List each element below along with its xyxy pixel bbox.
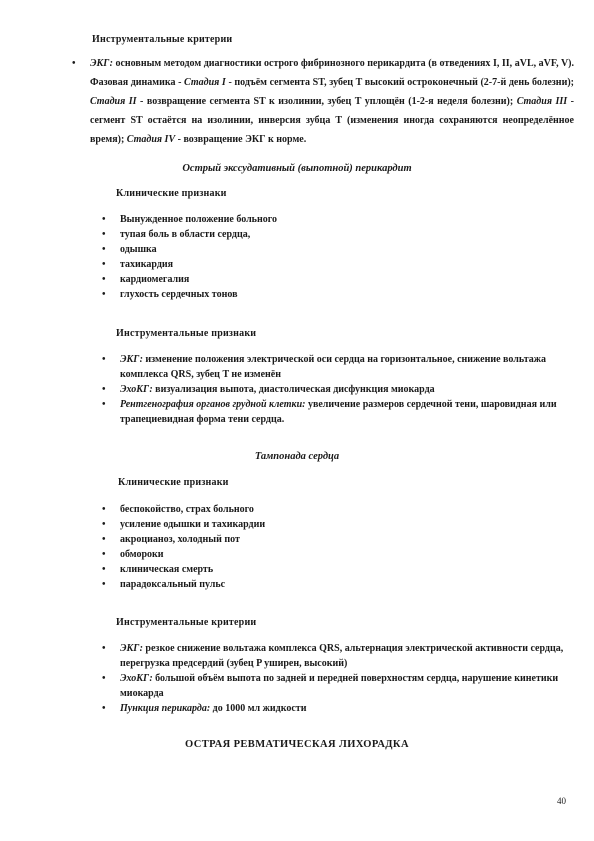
bullet-icon: • xyxy=(72,58,76,69)
stage-2-label: Стадия II xyxy=(90,96,137,107)
exudative-pericarditis-title: Острый экссудативный (выпотной) перикардит xyxy=(182,163,412,174)
bullet-icon: • xyxy=(102,214,106,225)
list-item: • акроцианоз, холодный пот xyxy=(102,534,240,545)
exudative-clinical-list xyxy=(102,212,562,302)
bullet-icon: • xyxy=(102,519,106,530)
list-item: • Рентгенография органов грудной клетки: увеличение размеров сердечной тени, шаровидная или трапециевидная форма тени сердца. xyxy=(102,399,557,425)
bullet-icon: • xyxy=(102,259,106,270)
list-item: • одышка xyxy=(102,244,157,255)
ecg-paragraph xyxy=(72,54,574,149)
ecg-text-4: - сегмент ST остаётся на изолинии, инверсия зубца T (изменения иногда сохраняются неопределённое время); xyxy=(90,96,574,145)
bullet-icon: • xyxy=(102,504,106,515)
bullet-icon: • xyxy=(102,673,106,684)
exudative-instrumental-heading: Инструментальные признаки xyxy=(116,328,257,339)
list-item: • кардиомегалия xyxy=(102,274,190,285)
ecg-text-5: - возвращение ЭКГ к норме. xyxy=(175,134,307,145)
bullet-icon: • xyxy=(102,549,106,560)
section-title: ОСТРАЯ РЕВМАТИЧЕСКАЯ ЛИХОРАДКА xyxy=(185,739,409,750)
page-number: 40 xyxy=(557,796,566,806)
list-item: • тахикардия xyxy=(102,259,174,270)
bullet-icon: • xyxy=(102,354,106,365)
list-item: • клиническая смерть xyxy=(102,564,214,575)
bullet-icon: • xyxy=(102,703,106,714)
stage-3-label: Стадия III xyxy=(516,96,568,107)
list-item: • ЭхоКГ: большой объём выпота по задней и передней поверхностям сердца, нарушение кинетики миокарда xyxy=(102,673,559,699)
list-item: • Пункция перикарда: до 1000 мл жидкости xyxy=(102,703,307,714)
list-item: • ЭКГ: резкое снижение вольтажа комплекса QRS, альтернация электрической активности сердца, перегрузка предсердий (зубец P уширен, высокий) xyxy=(102,643,564,669)
instrumental-criteria-heading: Инструментальные критерии xyxy=(92,34,233,45)
stage-4-label: Стадия IV xyxy=(126,134,176,145)
bullet-icon: • xyxy=(102,244,106,255)
bullet-icon: • xyxy=(102,384,106,395)
tamponade-title: Тампонада сердца xyxy=(254,451,340,462)
list-item: • беспокойство, страх больного xyxy=(102,504,254,515)
exudative-instrumental-list xyxy=(102,352,562,427)
bullet-icon: • xyxy=(102,534,106,545)
bullet-icon: • xyxy=(102,579,106,590)
list-item: • парадоксальный пульс xyxy=(102,579,226,590)
ecg-text-2: - подъём сегмента ST, зубец T высокий остроконечный (2-7-й день болезни); xyxy=(225,77,574,88)
ecg-label: ЭКГ: xyxy=(90,58,113,69)
tamponade-instrumental-list xyxy=(102,641,572,716)
list-item: • Вынужденное положение больного xyxy=(102,214,278,225)
bullet-icon: • xyxy=(102,643,106,654)
stage-1-label: Стадия I xyxy=(184,77,226,88)
bullet-icon: • xyxy=(102,399,106,410)
list-item: • обмороки xyxy=(102,549,164,560)
bullet-icon: • xyxy=(102,274,106,285)
list-item: • глухость сердечных тонов xyxy=(102,289,238,300)
ecg-text-1: основным методом диагностики острого фибринозного перикардита (в отведениях I, II, aVL, aVF, V). Фазовая динамика - xyxy=(90,58,574,88)
bullet-icon: • xyxy=(102,289,106,300)
bullet-icon: • xyxy=(102,229,106,240)
tamponade-clinical-heading: Клинические признаки xyxy=(118,477,229,488)
list-item: • ЭКГ: изменение положения электрической оси сердца на горизонтальное, снижение вольтажа комплекса QRS, зубец T не изменён xyxy=(102,354,547,380)
list-item: • тупая боль в области сердца, xyxy=(102,229,251,240)
tamponade-clinical-list xyxy=(102,502,562,592)
list-item: • ЭхоКГ: визуализация выпота, диастолическая дисфункция миокарда xyxy=(102,384,435,395)
list-item: • усиление одышки и тахикардии xyxy=(102,519,266,530)
ecg-text-3: - возвращение сегмента ST к изолинии, зубец T уплощён (1-2-я неделя болезни); xyxy=(136,96,517,107)
exudative-clinical-heading: Клинические признаки xyxy=(116,188,227,199)
bullet-icon: • xyxy=(102,564,106,575)
tamponade-instrumental-heading: Инструментальные критерии xyxy=(116,617,257,628)
